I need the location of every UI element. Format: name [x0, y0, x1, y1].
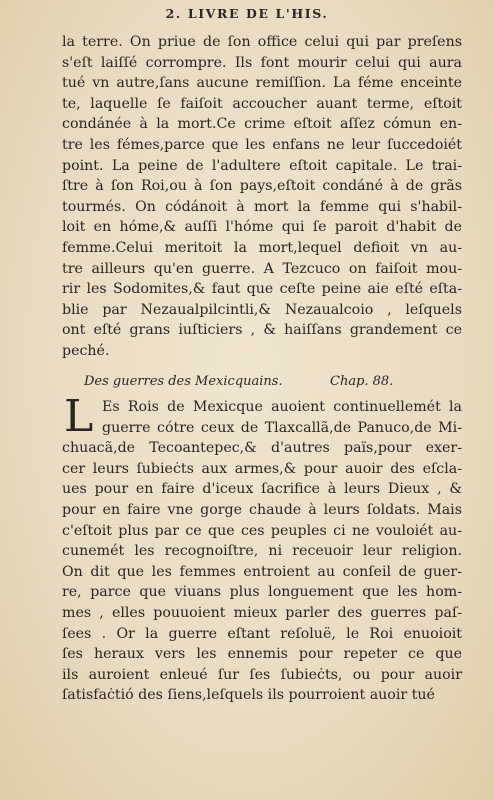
text-line: c'eſtoit plus par ce que ces peuples ci ne vouloiét au-: [62, 522, 462, 539]
text-line: tourmés. On códánoit à mort la femme qui s'habil-: [62, 198, 462, 215]
text-line: On dit que les femmes entroient au conſeil de guer-: [62, 563, 462, 580]
text-line: te, laquelle ſe faiſoit accoucher auant terme, eſtoit: [62, 95, 462, 112]
paragraph-laws: [62, 32, 462, 362]
chapter-number: Chap. 88.: [330, 374, 394, 389]
drop-capital: L: [64, 391, 94, 442]
running-header: 2. LIVRE DE L'HIS.: [165, 6, 329, 21]
text-line: mes , elles pouuoient mieux parler des guerres paſ-: [62, 604, 462, 621]
text-line: re, parce que viuans plus longuement que les hom-: [62, 584, 462, 601]
text-line: tué vn autre,ſans aucune remiſſion. La féme enceinte: [62, 75, 462, 92]
text-line: pour en faire vne gorge chaude à leurs ſoldats. Mais: [62, 501, 462, 518]
text-line: chuacã,de Tecoantepec,& d'autres païs,pour exer-: [62, 440, 462, 457]
text-line: s'eſt laiſſé corrompre. Ils font mourir celui qui aura: [62, 54, 462, 71]
text-line: point. La peine de l'adultere eſtoit capitale. Le trai-: [62, 157, 462, 174]
text-line: tre ailleurs qu'en guerre. A Tezcuco on faiſoit mou-: [62, 260, 462, 277]
paragraph-wars: [62, 391, 462, 706]
text-line: rir les Sodomites,& faut que ceſte peine aie eſté eſta-: [62, 281, 462, 298]
text-line: ues pour en faire d'iceux ſacrifice à leurs Dieux , &: [62, 481, 462, 498]
text-line: peché.: [62, 342, 110, 359]
text-line: Es Rois de Mexicque auoient continuellemét la: [102, 399, 462, 415]
text-line: cer leurs ſubieċts aux armes,& pour auoir des eſcla-: [62, 460, 462, 477]
text-line: loit en hóme,& auſſi l'hóme qui ſe paroit d'habit de: [62, 219, 462, 236]
text-line: condánée à la mort.Ce crime eſtoit aſſez cómun en-: [62, 116, 462, 133]
text-line: cunemét les recognoiſtre, ni receuoir leur religion.: [62, 543, 462, 560]
text-line: ſes heraux vers les ennemis pour repeter ce que: [62, 646, 462, 663]
text-line: ſees . Or la guerre eſtant reſoluë, le Roi enuoioit: [62, 625, 462, 642]
text-line: ils auroient enleué ſur ſes ſubieċts, ou pour auoir: [62, 666, 462, 683]
text-line: la terre. On priue de ſon office celui qui par preſens: [62, 34, 462, 50]
text-line: ſtre à ſon Roi,ou à ſon pays,eſtoit condáné à de grãs: [62, 178, 462, 195]
text-line: blie par Nezaualpilcintli,& Nezaualcoio , leſquels: [62, 301, 462, 318]
text-line: femme.Celui meritoit la mort,lequel defioit vn au-: [62, 239, 462, 256]
text-line: ſatisfaċtió des ſiens,leſquels ils pourroient auoir tué: [62, 687, 435, 704]
text-line: guerre cótre ceux de Tlaxcallã,de Panuco,de Mi-: [102, 419, 462, 436]
text-line: ont eſté grans iuſticiers , & haiſſans grandement ce: [62, 322, 462, 339]
text-line: tre les fémes,parce que les enfans ne leur ſuccedoiét: [62, 136, 462, 153]
chapter-title: Des guerres des Mexicquains.: [84, 374, 283, 389]
